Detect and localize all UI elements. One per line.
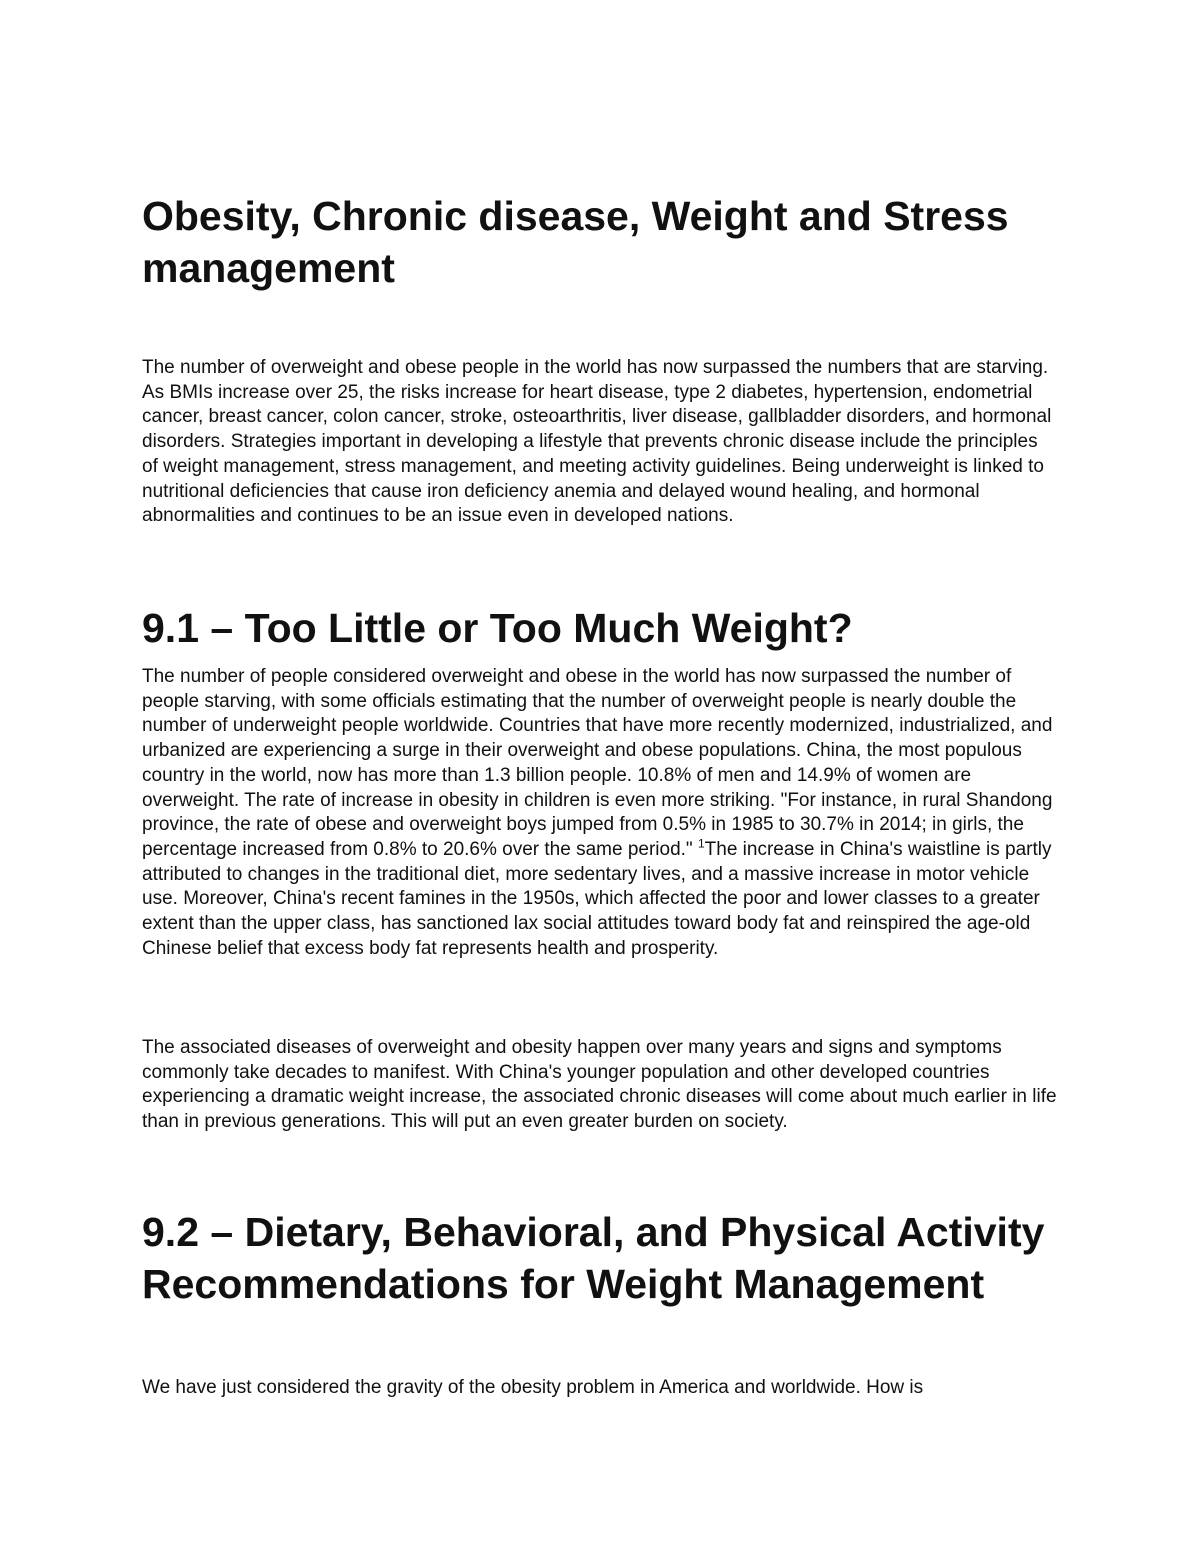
document-title: Obesity, Chronic disease, Weight and Stress management xyxy=(142,193,1009,291)
section-9-2-heading: 9.2 – Dietary, Behavioral, and Physical Activity Recommendations for Weight Management xyxy=(142,1209,1045,1307)
footnote-reference[interactable]: 1 xyxy=(697,836,705,851)
section-9-1-paragraph-1 xyxy=(142,665,1057,961)
section-9-1-heading: 9.1 – Too Little or Too Much Weight? xyxy=(142,605,853,651)
intro-paragraph: The number of overweight and obese people in the world has now surpassed the numbers that are starving. As BMIs increase over 25, the risks increase for heart disease, type 2 diabetes, hypertension, endometrial cancer, breast cancer, colon cancer, stroke, osteoarthritis, liver disease, gallbladder disorders, and hormonal disorders. Strategies important in developing a lifestyle that prevents chronic disease include the principles of weight management, stress management, and meeting activity guidelines. Being underweight is linked to nutritional deficiencies that cause iron deficiency anemia and delayed wound healing, and hormonal abnormalities and continues to be an issue even in developed nations. xyxy=(142,357,1052,527)
section-9-1-paragraph-2: The associated diseases of overweight and obesity happen over many years and signs and symptoms commonly take decades to manifest. With China's younger population and other developed countries experiencing a dramatic weight increase, the associated chronic diseases will come about much earlier in life than in previous generations. This will put an even greater burden on society. xyxy=(142,1037,1057,1133)
paragraph-text-before-footnote: The number of people considered overweight and obese in the world has now surpassed the number of people starving, with some officials estimating that the number of overweight people is nearly double the number of underweight people worldwide. Countries that have more recently modernized, industrialized, and urbanized are experiencing a surge in their overweight and obese populations. China, the most populous country in the world, now has more than 1.3 billion people. 10.8% of men and 14.9% of women are overweight. The rate of increase in obesity in children is even more striking. "For instance, in rural Shandong province, the rate of obese and overweight boys jumped from 0.5% in 1985 to 30.7% in 2014; in girls, the percentage increased from 0.8% to 20.6% over the same period." xyxy=(142,666,1053,860)
section-9-2-paragraph-1: We have just considered the gravity of the obesity problem in America and worldwide. How is xyxy=(142,1377,924,1398)
paragraph-text-after-footnote: The increase in China's waistline is partly attributed to changes in the traditional diet, more sedentary lives, and a massive increase in motor vehicle use. Moreover, China's recent famines in the 1950s, which affected the poor and lower classes to a greater extent than the upper class, has sanctioned lax social attitudes toward body fat and reinspired the age-old Chinese belief that excess body fat represents health and prosperity. xyxy=(142,838,1052,959)
